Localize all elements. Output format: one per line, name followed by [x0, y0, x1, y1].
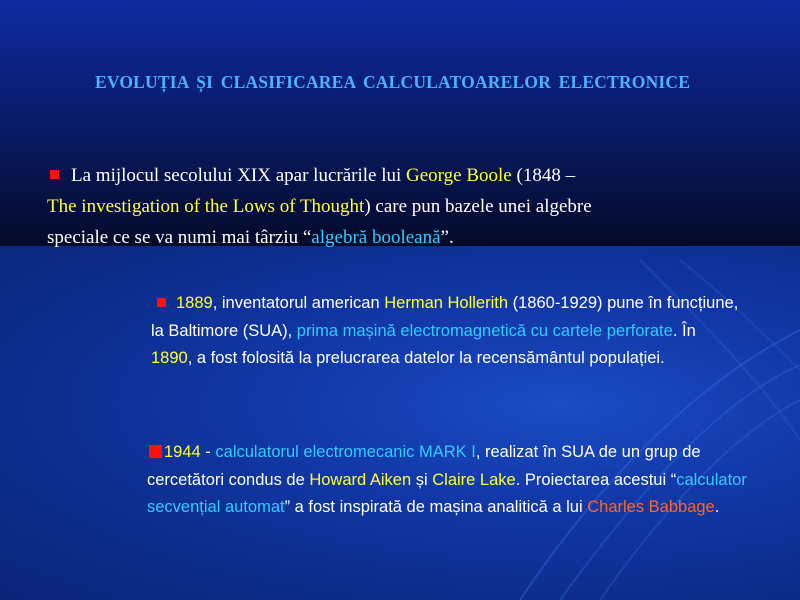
text: ) care pun bazele unei algebre	[364, 196, 592, 217]
highlight-mark-i: calculatorul electromecanic MARK I	[215, 443, 476, 461]
text: (1848 –	[511, 165, 576, 186]
highlight-year-1944: 1944	[164, 443, 201, 461]
highlight-boolean-algebra: algebră booleană	[311, 227, 441, 248]
highlight-sequential-calculator: calculator secvențial automat	[147, 470, 747, 516]
text: ” a fost inspirată de mașina analitică a lui	[284, 498, 588, 516]
text: ”.	[440, 227, 454, 248]
highlight-year-1890: 1890	[151, 349, 188, 367]
text: . În	[672, 321, 696, 340]
highlight-year-1889: 1889	[176, 294, 213, 312]
text: , a fost folosită la prelucrarea datelor la recensământul populației.	[187, 349, 665, 367]
text: -	[200, 443, 216, 461]
text: speciale ce se va numi mai târziu “	[47, 227, 312, 248]
text: (1860-1929) pune în funcțiune, la Baltimore (SUA),	[151, 294, 739, 340]
highlight-book-title: The investigation of the Lows of Thought	[47, 196, 365, 217]
text: și	[411, 470, 433, 489]
paragraph-boole	[47, 160, 767, 253]
text: . Proiectarea acestui “	[515, 470, 677, 489]
text: , realizat în SUA de un grup de cercetători condus de	[147, 443, 701, 489]
highlight-claire-lake: Claire Lake	[432, 470, 516, 489]
highlight-george-boole: George Boole	[406, 165, 512, 186]
bullet-icon	[157, 298, 166, 307]
highlight-charles-babbage: Charles Babbage	[587, 498, 715, 516]
highlight-howard-aiken: Howard Aiken	[309, 470, 412, 489]
slide-title: EVOLUȚIA ȘI CLASIFICAREA CALCULATOARELOR ELECTRONICE	[95, 72, 691, 92]
text: .	[714, 498, 720, 516]
text: La mijlocul secolului XIX apar lucrările lui	[71, 165, 407, 186]
highlight-herman-hollerith: Herman Hollerith	[384, 294, 509, 312]
bullet-icon	[149, 445, 162, 458]
text: , inventatorul american	[212, 294, 385, 312]
paragraph-mark-i	[147, 439, 757, 522]
highlight-first-machine: prima mașină electromagnetică cu cartele perforate	[296, 321, 673, 340]
bullet-icon	[50, 170, 59, 179]
paragraph-hollerith	[151, 290, 741, 373]
